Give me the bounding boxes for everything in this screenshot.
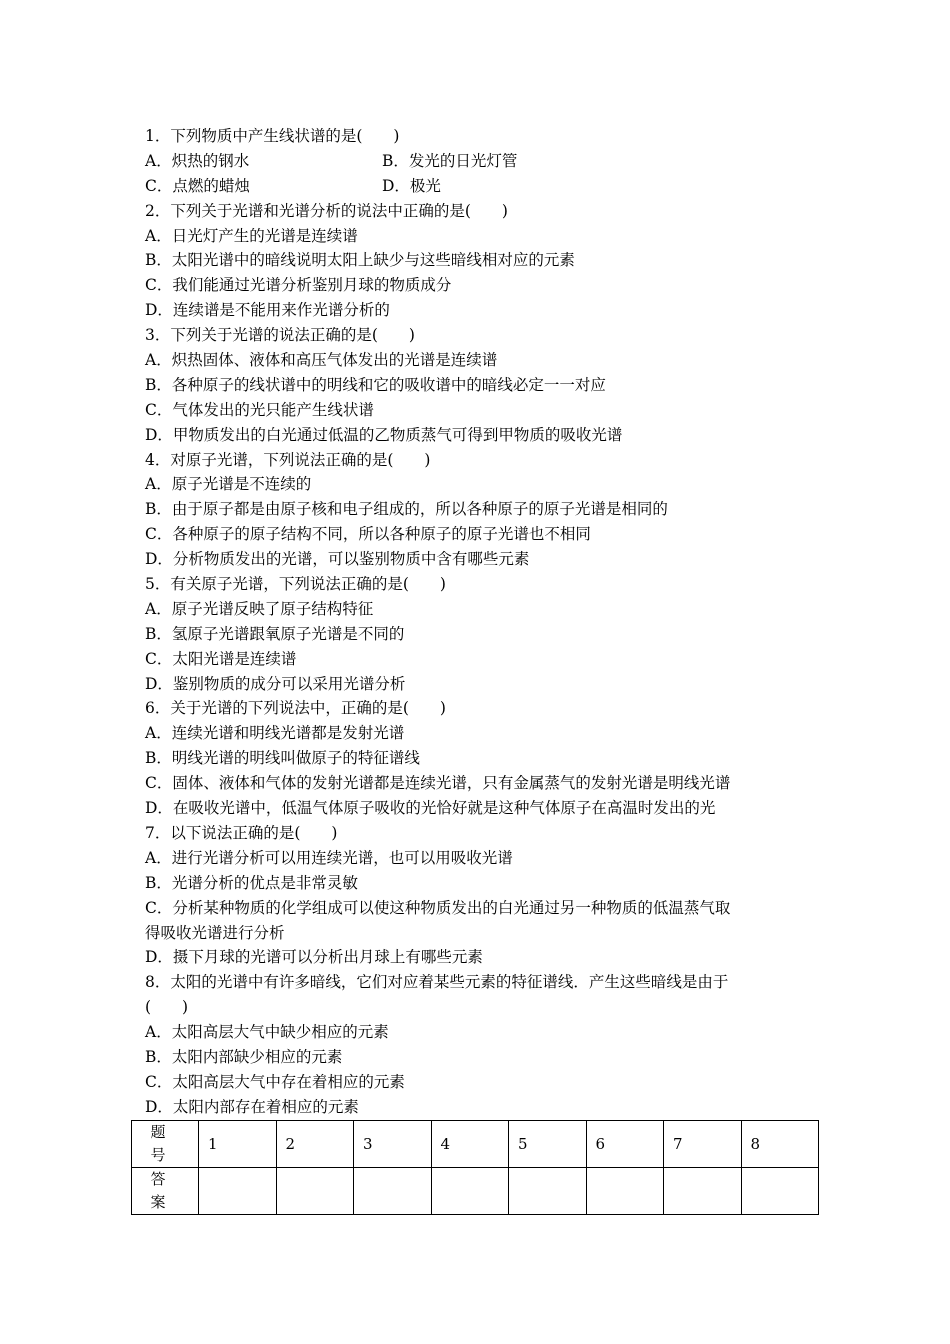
question-4-option-d: D．分析物质发出的光谱，可以鉴别物质中含有哪些元素 (145, 550, 530, 569)
answer-row-header: 答 案 (132, 1168, 199, 1215)
question-number-cell: 3 (354, 1121, 432, 1168)
number-row-header: 题 号 (132, 1121, 199, 1168)
question-1-option-c: C．点燃的蜡烛 (145, 176, 250, 195)
question-5-option-d: D．鉴别物质的成分可以采用光谱分析 (145, 674, 406, 693)
question-8-option-d: D．太阳内部存在着相应的元素 (145, 1097, 359, 1116)
question-8-stem-blank: ( ) (145, 998, 189, 1017)
question-number-cell: 6 (586, 1121, 664, 1168)
question-1-option-a: A．炽热的钢水 (145, 151, 250, 170)
question-2-option-c: C．我们能通过光谱分析鉴别月球的物质成分 (145, 276, 452, 295)
question-6-stem: 6．关于光谱的下列说法中，正确的是( ) (145, 699, 446, 718)
question-4-option-c: C．各种原子的原子结构不同，所以各种原子的原子光谱也不相同 (145, 525, 591, 544)
question-5-stem: 5．有关原子光谱，下列说法正确的是( ) (145, 575, 446, 594)
question-1-stem: 1．下列物质中产生线状谱的是( ) (145, 127, 400, 145)
question-number-cell: 8 (741, 1121, 819, 1168)
question-2-option-b: B．太阳光谱中的暗线说明太阳上缺少与这些暗线相对应的元素 (145, 251, 575, 270)
question-3-option-d: D．甲物质发出的白光通过低温的乙物质蒸气可得到甲物质的吸收光谱 (145, 425, 623, 444)
answer-cell[interactable] (741, 1168, 819, 1215)
question-8-option-c: C．太阳高层大气中存在着相应的元素 (145, 1072, 405, 1091)
question-2-option-a: A．日光灯产生的光谱是连续谱 (145, 226, 358, 245)
question-8-stem: 8．太阳的光谱中有许多暗线，它们对应着某些元素的特征谱线．产生这些暗线是由于 (145, 973, 729, 992)
question-6-option-c: C．固体、液体和气体的发射光谱都是连续光谱，只有金属蒸气的发射光谱是明线光谱 (145, 774, 731, 793)
question-3-option-a: A．炽热固体、液体和高压气体发出的光谱是连续谱 (145, 351, 498, 370)
question-7-option-a: A．进行光谱分析可以用连续光谱，也可以用吸收光谱 (145, 848, 513, 867)
question-7-stem: 7．以下说法正确的是( ) (145, 823, 338, 842)
question-5-option-a: A．原子光谱反映了原子结构特征 (145, 599, 374, 618)
question-7-option-c-continued: 得吸收光谱进行分析 (145, 923, 285, 942)
question-3-option-b: B．各种原子的线状谱中的明线和它的吸收谱中的暗线必定一一对应 (145, 375, 606, 394)
answer-cell[interactable] (509, 1168, 587, 1215)
answer-cell[interactable] (199, 1168, 277, 1215)
question-7-option-b: B．光谱分析的优点是非常灵敏 (145, 873, 358, 892)
answer-table-answer-row (132, 1168, 819, 1215)
question-5-option-c: C．太阳光谱是连续谱 (145, 649, 297, 668)
question-5-option-b: B．氢原子光谱跟氧原子光谱是不同的 (145, 624, 405, 643)
question-4-option-a: A．原子光谱是不连续的 (145, 475, 312, 494)
answer-table (131, 1120, 819, 1215)
question-1-options-row2 (145, 174, 825, 199)
question-number-cell: 7 (664, 1121, 742, 1168)
question-4-option-b: B．由于原子都是由原子核和电子组成的，所以各种原子的原子光谱是相同的 (145, 500, 668, 519)
question-number-cell: 4 (431, 1121, 509, 1168)
answer-cell[interactable] (354, 1168, 432, 1215)
answer-cell[interactable] (664, 1168, 742, 1215)
question-7-option-d: D．摄下月球的光谱可以分析出月球上有哪些元素 (145, 948, 483, 967)
question-1-option-d: D．极光 (382, 176, 441, 195)
question-2-stem: 2．下列关于光谱和光谱分析的说法中正确的是( ) (145, 201, 508, 220)
question-6-option-b: B．明线光谱的明线叫做原子的特征谱线 (145, 749, 420, 768)
question-8-option-b: B．太阳内部缺少相应的元素 (145, 1047, 343, 1066)
question-4-stem: 4．对原子光谱，下列说法正确的是( ) (145, 450, 431, 469)
question-6-option-d: D．在吸收光谱中，低温气体原子吸收的光恰好就是这种气体原子在高温时发出的光 (145, 799, 716, 818)
answer-cell[interactable] (276, 1168, 354, 1215)
question-number-cell: 1 (199, 1121, 277, 1168)
question-list (145, 124, 825, 1120)
question-8-option-a: A．太阳高层大气中缺少相应的元素 (145, 1023, 389, 1042)
answer-cell[interactable] (586, 1168, 664, 1215)
question-number-cell: 5 (509, 1121, 587, 1168)
question-7-option-c: C．分析某种物质的化学组成可以使这种物质发出的白光通过另一种物质的低温蒸气取 (145, 898, 731, 917)
answer-cell[interactable] (431, 1168, 509, 1215)
question-2-option-d: D．连续谱是不能用来作光谱分析的 (145, 301, 390, 320)
question-1-options-row1 (145, 149, 825, 174)
question-6-option-a: A．连续光谱和明线光谱都是发射光谱 (145, 724, 405, 743)
answer-table-number-row (132, 1121, 819, 1168)
question-number-cell: 2 (276, 1121, 354, 1168)
question-1-option-b: B．发光的日光灯管 (382, 151, 518, 170)
question-3-option-c: C．气体发出的光只能产生线状谱 (145, 400, 374, 419)
question-3-stem: 3．下列关于光谱的说法正确的是( ) (145, 326, 415, 345)
